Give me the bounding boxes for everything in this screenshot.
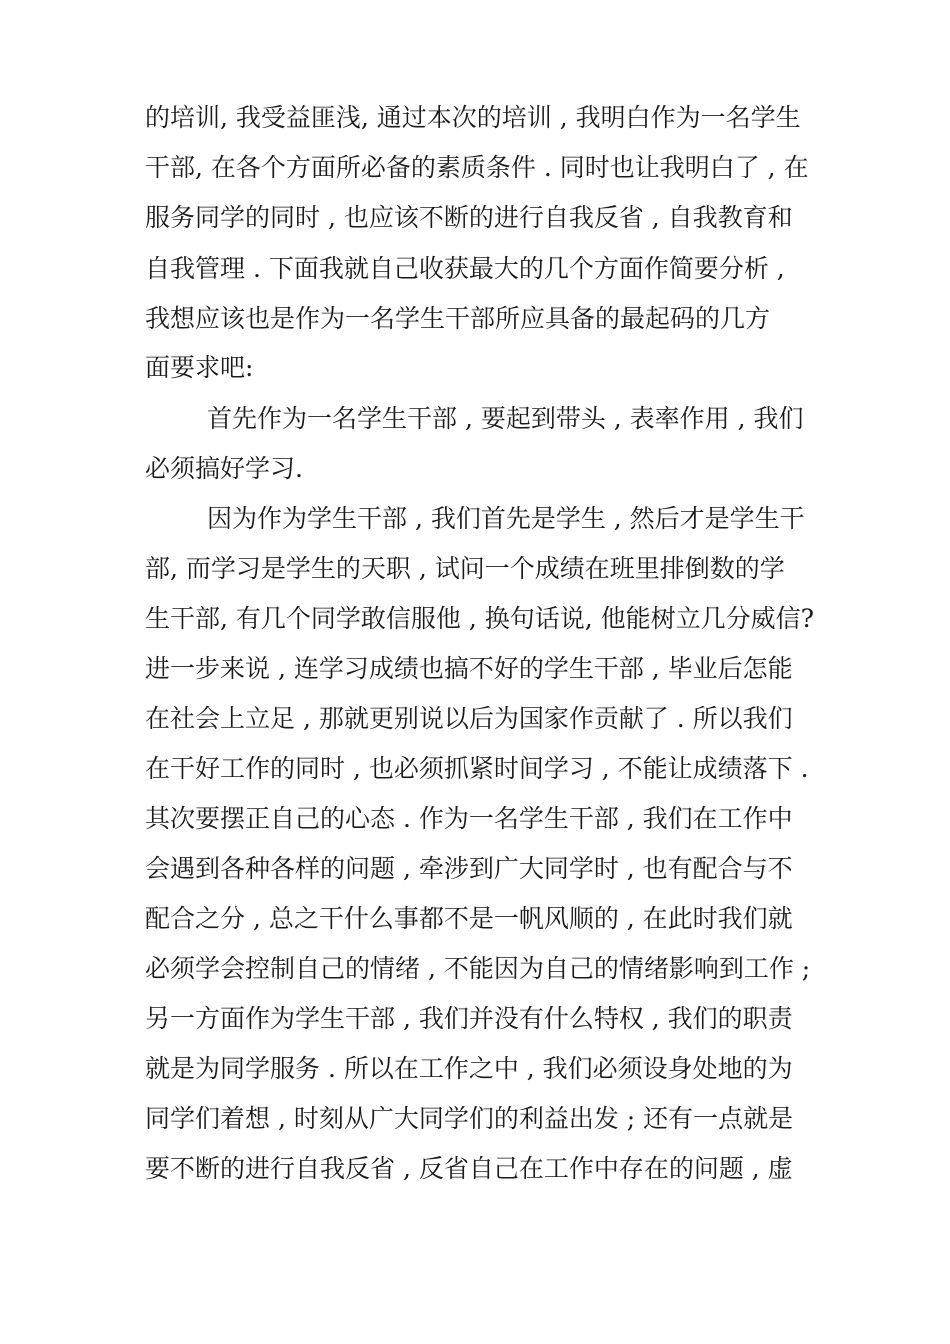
text-line: 其次要摆正自己的心态 . 作为一名学生干部 , 我们在工作中 [145,804,793,833]
text-line: 面要求吧: [145,353,254,382]
text-line: 因为作为学生干部 , 我们首先是学生 , 然后才是学生干 [207,504,805,533]
text-line: 在社会上立足 , 那就更别说以后为国家作贡献了 . 所以我们 [145,704,793,733]
text-line: 必须搞好学习. [145,454,303,483]
text-line: 的培训, 我受益匪浅, 通过本次的培训 , 我明白作为一名学生 [145,103,801,132]
text-line: 生干部, 有几个同学敢信服他 , 换句话说, 他能树立几分威信? [145,604,815,633]
text-line: 首先作为一名学生干部 , 要起到带头 , 表率作用 , 我们 [207,404,804,433]
text-line: 要不断的进行自我反省 , 反省自己在工作中存在的问题 , 虚 [145,1154,793,1183]
text-line: 在干好工作的同时 , 也必须抓紧时间学习 , 不能让成绩落下 . [145,754,809,783]
text-line: 配合之分 , 总之干什么事都不是一帆风顺的 , 在此时我们就 [145,904,793,933]
text-line: 我想应该也是作为一名学生干部所应具备的最起码的几方 [145,304,771,333]
text-line: 服务同学的同时 , 也应该不断的进行自我反省 , 自我教育和 [145,203,793,232]
text-line: 进一步来说 , 连学习成绩也搞不好的学生干部 , 毕业后怎能 [145,654,793,683]
text-line: 会遇到各种各样的问题 , 牵涉到广大同学时 , 也有配合与不 [145,854,793,883]
text-line: 同学们着想 , 时刻从广大同学们的利益出发 ; 还有一点就是 [145,1104,794,1133]
text-line: 就是为同学服务 . 所以在工作之中 , 我们必须设身处地的为 [145,1054,793,1083]
text-line: 必须学会控制自己的情绪 , 不能因为自己的情绪影响到工作 ; [145,954,811,983]
text-line: 自我管理 . 下面我就自己收获最大的几个方面作简要分析 , [145,254,785,283]
text-line: 另一方面作为学生干部 , 我们并没有什么特权 , 我们的职责 [145,1004,793,1033]
text-line: 干部, 在各个方面所必备的素质条件 . 同时也让我明白了 , 在 [145,153,809,182]
text-line: 部, 而学习是学生的天职 , 试问一个成绩在班里排倒数的学 [145,554,785,583]
